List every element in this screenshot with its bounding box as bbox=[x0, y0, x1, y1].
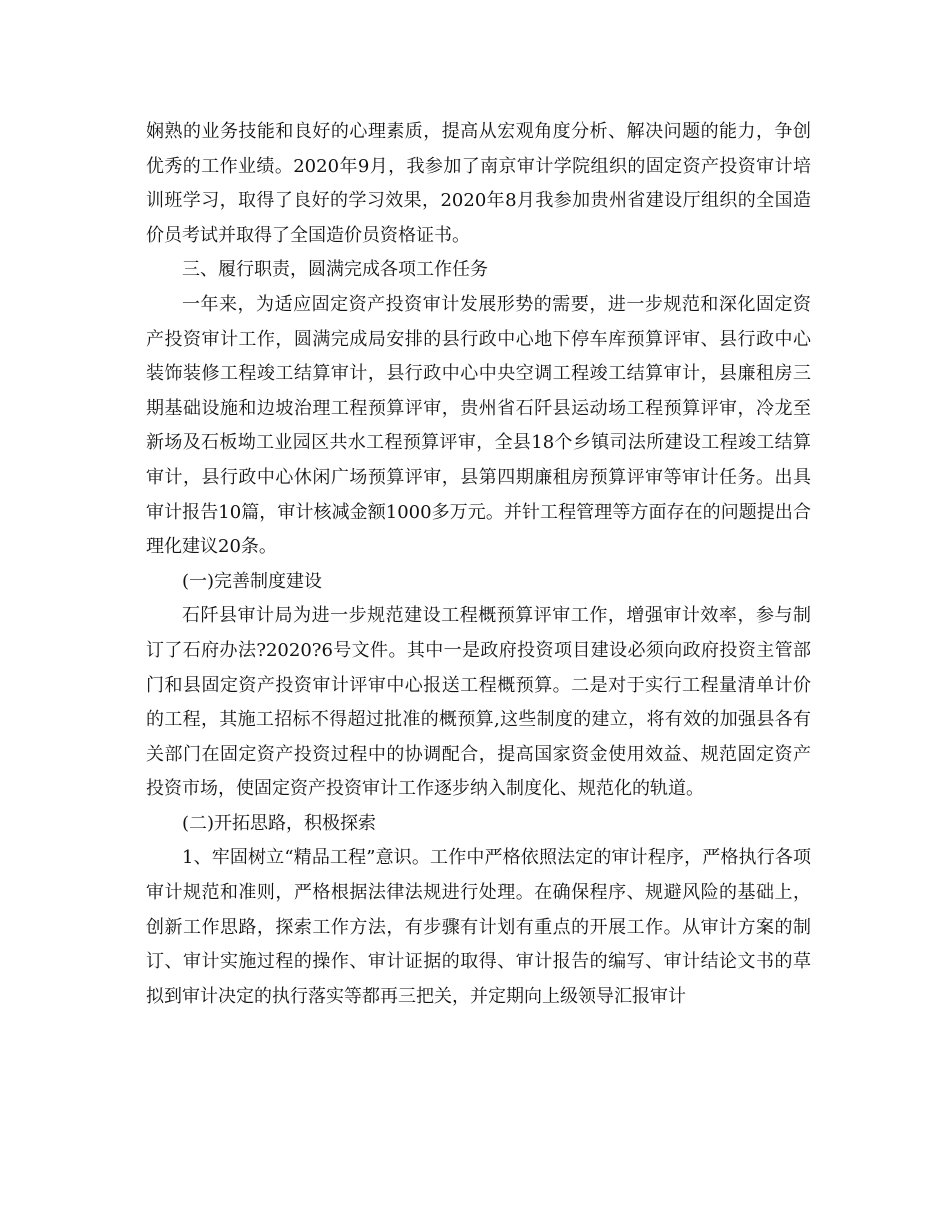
body-paragraph: 1、牢固树立“精品工程”意识。工作中严格依照法定的审计程序，严格执行各项审计规范和准则，严格根据法律法规进行处理。在确保程序、规避风险的基础上，创新工作思路，探索工作方法，有步骤有计划有重点的开展工作。从审计方案的制订、审计实施过程的操作、审计证据的取得、审计报告的编写、审计结论文书的草拟到审计决定的执行落实等都再三把关，并定期向上级领导汇报审计 bbox=[146, 847, 811, 1007]
body-paragraph: 石阡县审计局为进一步规范建设工程概预算评审工作，增强审计效率，参与制订了石府办法?2020?6号文件。其中一是政府投资项目建设必须向政府投资主管部门和县固定资产投资审计评审中心报送工程概预算。二是对于实行工程量清单计价的工程，其施工招标不得超过批准的概预算,这些制度的建立，将有效的加强县各有关部门在固定资产投资过程中的协调配合，提高国家资金使用效益、规范固定资产投资市场，使固定资产投资审计工作逐步纳入制度化、规范化的轨道。 bbox=[146, 605, 811, 800]
body-paragraph: 娴熟的业务技能和良好的心理素质，提高从宏观角度分析、解决问题的能力，争创优秀的工作业绩。2020年9月，我参加了南京审计学院组织的固定资产投资审计培训班学习，取得了良好的学习效果，2020年8月我参加贵州省建设厅组织的全国造价员考试并取得了全国造价员资格证书。 bbox=[146, 121, 811, 246]
subsection-heading: (一)完善制度建设 bbox=[182, 570, 323, 592]
document-body bbox=[146, 115, 811, 1014]
section-heading: 三、履行职责，圆满完成各项工作任务 bbox=[182, 259, 488, 281]
subsection-heading: (二)开拓思路，积极探索 bbox=[182, 812, 377, 834]
body-paragraph: 一年来，为适应固定资产投资审计发展形势的需要，进一步规范和深化固定资产投资审计工作，圆满完成局安排的县行政中心地下停车库预算评审、县行政中心装饰装修工程竣工结算审计，县行政中心中央空调工程竣工结算审计，县廉租房三期基础设施和边坡治理工程预算评审，贵州省石阡县运动场工程预算评审，冷龙至新场及石板坳工业园区共水工程预算评审，全县18个乡镇司法所建设工程竣工结算审计，县行政中心休闲广场预算评审，县第四期廉租房预算评审等审计任务。出具审计报告10篇，审计核减金额1000多万元。并针工程管理等方面存在的问题提出合理化建议20条。 bbox=[146, 293, 811, 558]
